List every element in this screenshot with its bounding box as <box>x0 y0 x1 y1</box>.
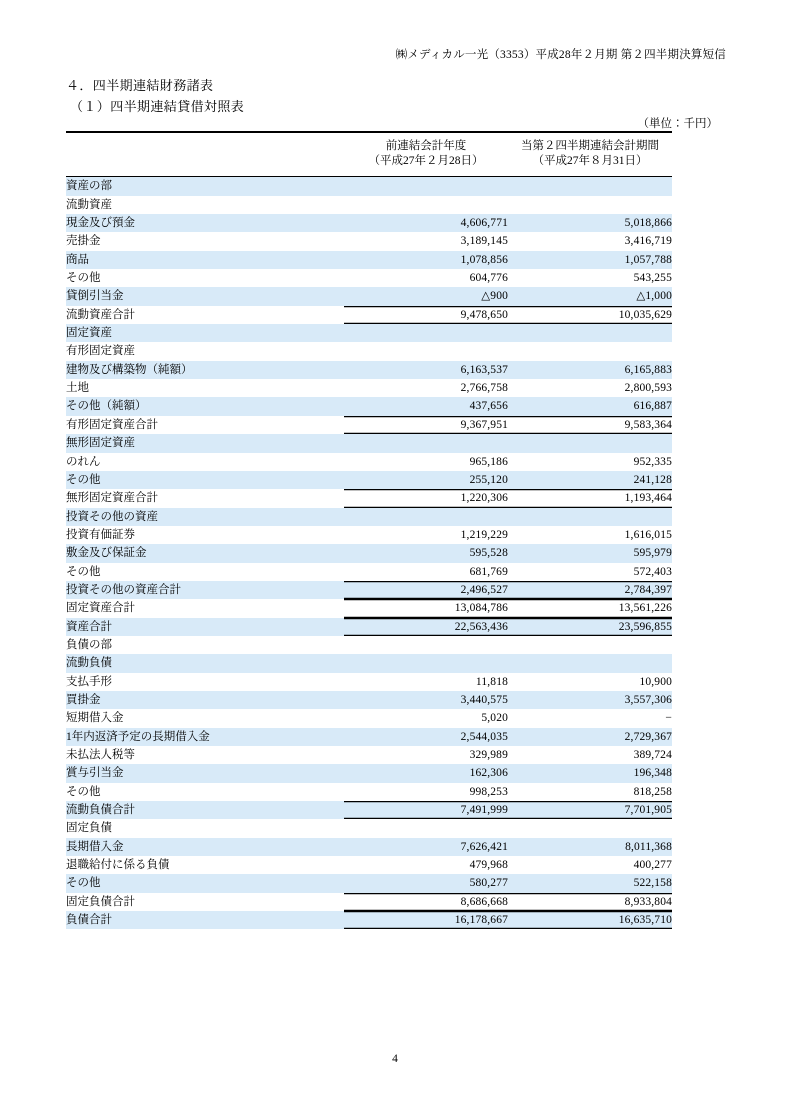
row-value-prev-period <box>344 508 508 526</box>
row-value-current-period: 2,800,593 <box>624 382 672 395</box>
row-value-prev-period: 1,078,856 <box>344 251 508 269</box>
row-label: 資産合計 <box>66 618 344 636</box>
row-value-prev-period <box>344 177 508 196</box>
row-label: のれん <box>66 455 101 468</box>
row-label: 流動資産合計 <box>66 308 135 321</box>
row-label: 投資その他の資産 <box>66 508 344 526</box>
row-value-current-period: 818,258 <box>633 785 672 798</box>
row-label: 支払手形 <box>66 675 112 688</box>
row-value-current-period: 543,255 <box>633 272 672 285</box>
row-value-current-period <box>508 324 672 342</box>
table-row <box>66 508 672 526</box>
table-row <box>66 691 672 709</box>
table-row <box>66 856 672 874</box>
row-value-prev-period <box>344 342 508 360</box>
row-value-current-period: 9,583,364 <box>508 416 672 434</box>
row-value-current-period: 6,165,883 <box>508 361 672 379</box>
table-row <box>66 251 672 269</box>
row-label: 退職給付に係る負債 <box>66 859 170 872</box>
column-header-current-period <box>508 132 672 177</box>
table-header-row <box>66 132 672 177</box>
table-row <box>66 544 672 562</box>
subsection-title: （１）四半期連結貸借対照表 <box>70 99 245 114</box>
row-label: その他 <box>66 565 101 578</box>
row-value-prev-period: 9,478,650 <box>344 306 508 324</box>
row-value-current-period: 23,596,855 <box>508 618 672 636</box>
row-value-prev-period: 8,686,668 <box>344 893 508 911</box>
row-value-current-period <box>508 196 672 214</box>
table-row <box>66 471 672 489</box>
row-value-prev-period: 1,219,229 <box>460 528 508 541</box>
row-value-current-period <box>508 434 672 452</box>
row-value-prev-period <box>344 434 508 452</box>
row-value-current-period: 1,057,788 <box>508 251 672 269</box>
table-row <box>66 177 672 196</box>
row-label: 固定負債 <box>66 822 112 835</box>
table-row <box>66 636 672 654</box>
table-row <box>66 709 672 727</box>
row-value-prev-period: 2,544,035 <box>344 728 508 746</box>
table-row <box>66 764 672 782</box>
row-value-prev-period: 5,020 <box>481 712 508 725</box>
row-label: その他 <box>66 272 101 285</box>
row-value-current-period: 572,403 <box>633 565 672 578</box>
row-value-current-period: 7,701,905 <box>508 801 672 819</box>
row-value-current-period: 3,557,306 <box>508 691 672 709</box>
row-label: 買掛金 <box>66 691 344 709</box>
table-row <box>66 911 672 929</box>
row-label: 負債合計 <box>66 911 344 929</box>
row-value-current-period: 241,128 <box>508 471 672 489</box>
row-value-current-period: 10,035,629 <box>508 306 672 324</box>
row-value-current-period: − <box>665 712 672 725</box>
row-label: その他（純額） <box>66 397 344 415</box>
table-row <box>66 397 672 415</box>
row-value-prev-period: 7,491,999 <box>344 801 508 819</box>
column-header-prev-line1: 前連結会計年度 <box>385 140 467 152</box>
row-value-prev-period: 13,084,786 <box>344 599 508 617</box>
row-value-current-period: 2,729,367 <box>508 728 672 746</box>
table-row <box>66 819 672 837</box>
table-row <box>66 379 672 397</box>
row-value-current-period: 2,784,397 <box>508 581 672 599</box>
table-row <box>66 893 672 911</box>
table-row <box>66 324 672 342</box>
table-row <box>66 214 672 232</box>
row-label: 有形固定資産 <box>66 345 135 358</box>
page-number: 4 <box>392 1053 398 1065</box>
row-value-prev-period: 7,626,421 <box>344 838 508 856</box>
row-label: 投資その他の資産合計 <box>66 581 344 599</box>
row-value-current-period: 10,900 <box>639 675 672 688</box>
table-row <box>66 306 672 324</box>
row-label: 売掛金 <box>66 235 101 248</box>
row-value-current-period: 8,933,804 <box>508 893 672 911</box>
row-value-current-period: 522,158 <box>508 874 672 892</box>
row-value-current-period <box>508 654 672 672</box>
row-label: 固定資産 <box>66 324 344 342</box>
row-value-current-period: △1,000 <box>508 287 672 305</box>
row-label: その他 <box>66 785 101 798</box>
row-label: 賞与引当金 <box>66 764 344 782</box>
table-row <box>66 489 672 507</box>
row-label: 流動負債 <box>66 654 344 672</box>
table-row <box>66 563 672 581</box>
row-value-prev-period: 681,769 <box>469 565 508 578</box>
table-row <box>66 232 672 250</box>
row-label: その他 <box>66 471 344 489</box>
row-value-prev-period: 22,563,436 <box>344 618 508 636</box>
row-value-prev-period <box>344 636 508 654</box>
row-value-current-period: 400,277 <box>633 859 672 872</box>
row-value-current-period <box>508 819 672 837</box>
row-label: 短期借入金 <box>66 712 124 725</box>
row-value-prev-period: 2,496,527 <box>344 581 508 599</box>
row-label: 商品 <box>66 251 344 269</box>
row-label: 有形固定資産合計 <box>66 418 158 431</box>
table-header <box>66 132 672 177</box>
row-value-current-period: 16,635,710 <box>508 911 672 929</box>
unit-note: （単位：千円） <box>637 118 718 130</box>
row-label: 敷金及び保証金 <box>66 544 344 562</box>
row-label: 1年内返済予定の長期借入金 <box>66 728 344 746</box>
section-title: ４．四半期連結財務諸表 <box>66 78 214 93</box>
balance-sheet-table <box>66 131 672 929</box>
row-value-prev-period: 11,818 <box>475 675 508 688</box>
table-row <box>66 599 672 617</box>
row-value-prev-period: 6,163,537 <box>344 361 508 379</box>
row-value-prev-period: 2,766,758 <box>460 382 508 395</box>
column-header-current-line2: （平成27年８月31日） <box>532 155 648 168</box>
table-row <box>66 526 672 544</box>
table-row <box>66 581 672 599</box>
row-label: 無形固定資産 <box>66 434 344 452</box>
table-row <box>66 838 672 856</box>
row-label: その他 <box>66 874 344 892</box>
running-header: ㈱メディカル一光（3353）平成28年２月期 第２四半期決算短信 <box>395 49 726 61</box>
row-label: 現金及び預金 <box>66 214 344 232</box>
table-row <box>66 673 672 691</box>
table-row <box>66 196 672 214</box>
row-label: 建物及び構築物（純額） <box>66 361 344 379</box>
row-value-current-period: 616,887 <box>508 397 672 415</box>
row-value-prev-period: 998,253 <box>469 785 508 798</box>
row-label: 固定負債合計 <box>66 895 135 908</box>
row-value-current-period: 5,018,866 <box>508 214 672 232</box>
row-value-current-period: 952,335 <box>633 455 672 468</box>
row-value-prev-period: 479,968 <box>469 859 508 872</box>
row-value-prev-period: 595,528 <box>344 544 508 562</box>
row-value-current-period: 389,724 <box>633 749 672 761</box>
row-value-current-period <box>508 342 672 360</box>
row-value-current-period <box>508 508 672 526</box>
table-row <box>66 746 672 764</box>
row-label: 資産の部 <box>66 177 344 196</box>
table-row <box>66 287 672 305</box>
table-row <box>66 361 672 379</box>
row-value-current-period: 3,416,719 <box>624 235 672 248</box>
row-value-current-period: 13,561,226 <box>508 599 672 617</box>
row-label: 流動資産 <box>66 198 112 211</box>
row-value-prev-period: 437,656 <box>344 397 508 415</box>
table-row <box>66 416 672 434</box>
row-value-prev-period: 965,186 <box>469 455 508 468</box>
row-value-prev-period: 580,277 <box>344 874 508 892</box>
row-value-prev-period <box>344 819 508 837</box>
table-body <box>66 177 672 930</box>
row-value-prev-period: 329,989 <box>469 749 508 761</box>
row-value-prev-period <box>344 196 508 214</box>
table-row <box>66 801 672 819</box>
row-value-prev-period: 4,606,771 <box>344 214 508 232</box>
row-value-prev-period <box>344 324 508 342</box>
row-value-current-period: 196,348 <box>508 764 672 782</box>
row-value-prev-period: 3,189,145 <box>460 235 508 248</box>
table-row <box>66 342 672 360</box>
row-label: 投資有価証券 <box>66 528 135 541</box>
column-header-label <box>66 132 344 177</box>
row-value-prev-period: 1,220,306 <box>344 489 508 507</box>
column-header-prev-period <box>344 132 508 177</box>
row-value-prev-period: 9,367,951 <box>344 416 508 434</box>
table-row <box>66 269 672 287</box>
row-label: 無形固定資産合計 <box>66 492 158 505</box>
row-value-prev-period: 604,776 <box>469 272 508 285</box>
row-value-current-period: 595,979 <box>508 544 672 562</box>
table-row <box>66 618 672 636</box>
row-value-current-period: 1,193,464 <box>508 489 672 507</box>
row-label: 土地 <box>66 382 89 395</box>
row-label: 長期借入金 <box>66 838 344 856</box>
row-value-current-period <box>508 636 672 654</box>
table-row <box>66 654 672 672</box>
row-value-current-period: 1,616,015 <box>624 528 672 541</box>
table-bottom-rule <box>344 911 672 912</box>
row-value-current-period: 8,011,368 <box>508 838 672 856</box>
table-row <box>66 728 672 746</box>
table-row <box>66 783 672 801</box>
row-label: 負債の部 <box>66 638 112 651</box>
row-value-current-period <box>508 177 672 196</box>
row-value-prev-period: 255,120 <box>344 471 508 489</box>
row-label: 未払法人税等 <box>66 749 135 761</box>
table-row <box>66 874 672 892</box>
row-value-prev-period: 162,306 <box>344 764 508 782</box>
column-header-prev-line2: （平成27年２月28日） <box>368 155 484 168</box>
row-value-prev-period: 3,440,575 <box>344 691 508 709</box>
column-header-current-line1: 当第２四半期連結会計期間 <box>521 140 659 152</box>
table-row <box>66 434 672 452</box>
row-label: 貸倒引当金 <box>66 287 344 305</box>
row-value-prev-period: 16,178,667 <box>344 911 508 929</box>
row-value-prev-period: △900 <box>344 287 508 305</box>
row-value-prev-period <box>344 654 508 672</box>
row-label: 流動負債合計 <box>66 801 344 819</box>
table-row <box>66 453 672 471</box>
row-label: 固定資産合計 <box>66 602 135 615</box>
